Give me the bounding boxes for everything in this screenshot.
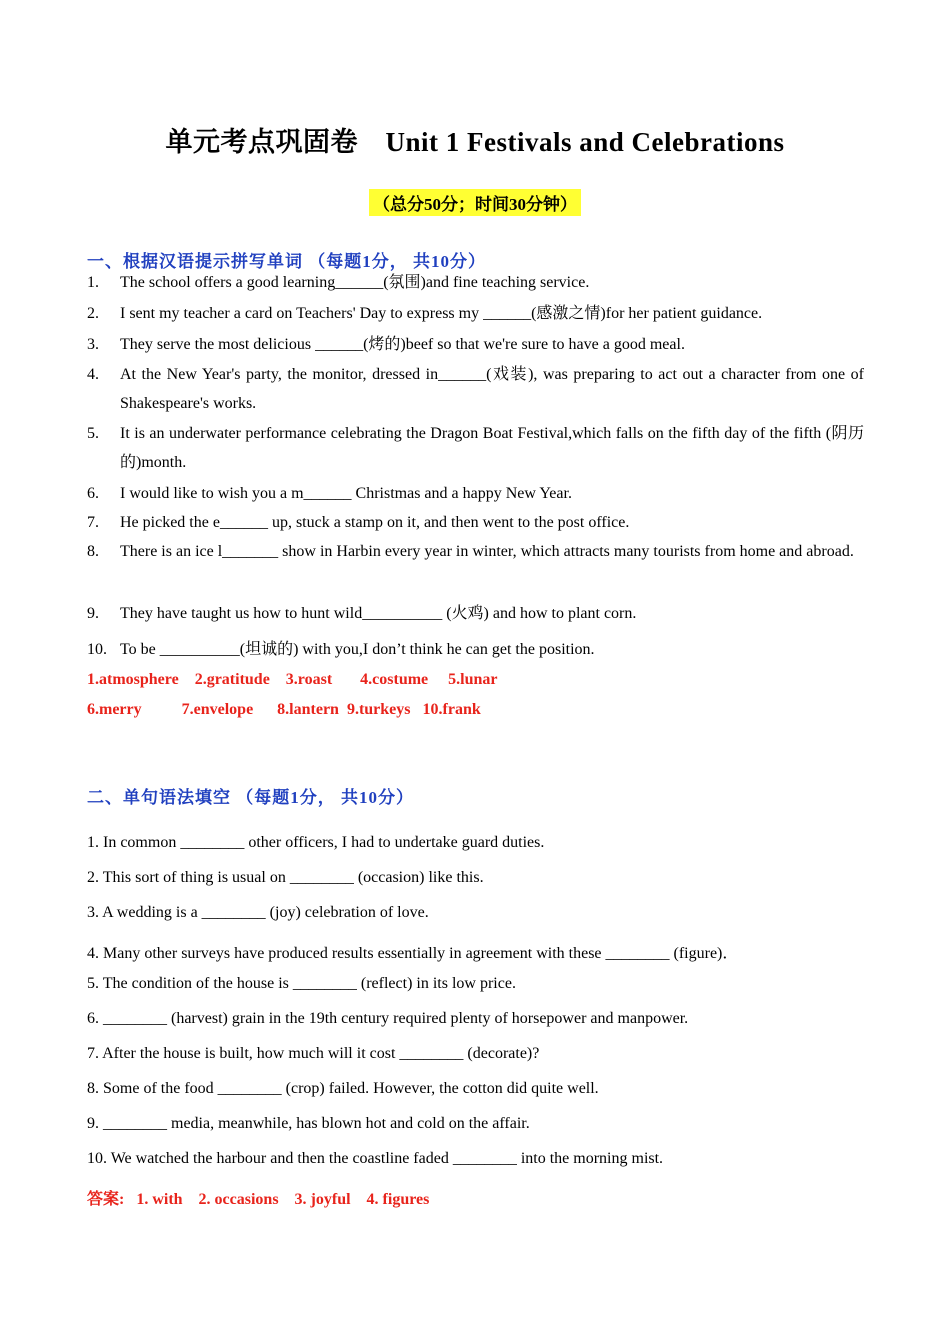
- section1-question-2: [87, 299, 864, 328]
- page-title: 单元考点巩固卷 Unit 1 Festivals and Celebrations: [165, 127, 785, 157]
- section1-question-7: [87, 508, 864, 537]
- section1-question-1: [87, 268, 864, 297]
- question-number: 6.: [87, 485, 99, 502]
- section1-question-3: [87, 330, 864, 359]
- question-text: The school offers a good learning______(氛围)and fine teaching service.: [120, 274, 590, 291]
- section2-question-1: 1. In common ________ other officers, I had to undertake guard duties.: [87, 834, 545, 851]
- section1-question-6: [87, 479, 864, 508]
- question-number: 7.: [87, 514, 99, 531]
- question-number: 5.: [87, 425, 99, 442]
- subtitle-wrap: [0, 189, 950, 216]
- section2-question-8: 8. Some of the food ________ (crop) failed. However, the cotton did quite well.: [87, 1080, 599, 1097]
- question-text: I would like to wish you a m______ Christmas and a happy New Year.: [120, 485, 572, 502]
- question-text: I sent my teacher a card on Teachers' Day to express my ______(感激之情)for her patient guidance.: [120, 305, 763, 322]
- question-number: 4.: [87, 366, 99, 383]
- question-number: 2.: [87, 305, 99, 322]
- section1-question-10: [87, 635, 864, 664]
- section1-answers-line1: 1.atmosphere 2.gratitude 3.roast 4.costume 5.lunar: [87, 671, 498, 688]
- section1-answers-line2: 6.merry 7.envelope 8.lantern 9.turkeys 10.frank: [87, 701, 481, 718]
- section2-question-9: 9. ________ media, meanwhile, has blown hot and cold on the affair.: [87, 1115, 530, 1132]
- question-text: They have taught us how to hunt wild__________ (火鸡) and how to plant corn.: [120, 605, 637, 622]
- question-text: They serve the most delicious ______(烤的)beef so that we're sure to have a good meal.: [120, 336, 685, 353]
- question-text: He picked the e______ up, stuck a stamp on it, and then went to the post office.: [120, 514, 630, 531]
- section1-heading: 一、根据汉语提示拼写单词 （每题1分， 共10分）: [87, 252, 486, 271]
- question-number: 3.: [87, 336, 99, 353]
- section1-question-9: [87, 599, 864, 628]
- section2-answers: 答案: 1. with 2. occasions 3. joyful 4. figures: [87, 1191, 430, 1208]
- section2-question-7: 7. After the house is built, how much will it cost ________ (decorate)?: [87, 1045, 540, 1062]
- section2-question-10: 10. We watched the harbour and then the coastline faded ________ into the morning mist.: [87, 1150, 664, 1167]
- section1-question-4: [87, 360, 864, 418]
- section2-question-3: 3. A wedding is a ________ (joy) celebration of love.: [87, 904, 429, 921]
- question-text: It is an underwater performance celebrating the Dragon Boat Festival,which falls on the fifth day of the fifth (阴历的)month.: [120, 425, 864, 471]
- exam-info-highlight: （总分50分；时间30分钟）: [369, 189, 581, 216]
- section2-question-6: 6. ________ (harvest) grain in the 19th century required plenty of horsepower and manpower.: [87, 1010, 689, 1027]
- question-number: 8.: [87, 543, 99, 560]
- section2-heading: 二、单句语法填空 （每题1分， 共10分）: [87, 788, 414, 807]
- section2-question-2: 2. This sort of thing is usual on ________ (occasion) like this.: [87, 869, 484, 886]
- section2-question-5: 5. The condition of the house is ________ (reflect) in its low price.: [87, 975, 516, 992]
- section2-question-4: 4. Many other surveys have produced results essentially in agreement with these ________ (figure)．: [87, 945, 739, 962]
- question-number: 9.: [87, 605, 99, 622]
- question-text: There is an ice l_______ show in Harbin every year in winter, which attracts many tourists from home and abroad.: [120, 543, 854, 560]
- question-number: 10.: [87, 641, 107, 658]
- section1-question-8: [87, 537, 864, 566]
- section1-question-5: [87, 419, 864, 477]
- question-number: 1.: [87, 274, 99, 291]
- question-text: To be __________(坦诚的) with you,I don’t think he can get the position.: [120, 641, 595, 658]
- question-text: At the New Year's party, the monitor, dressed in______(戏装), was preparing to act out a character from one of Shakespeare's works.: [120, 366, 864, 412]
